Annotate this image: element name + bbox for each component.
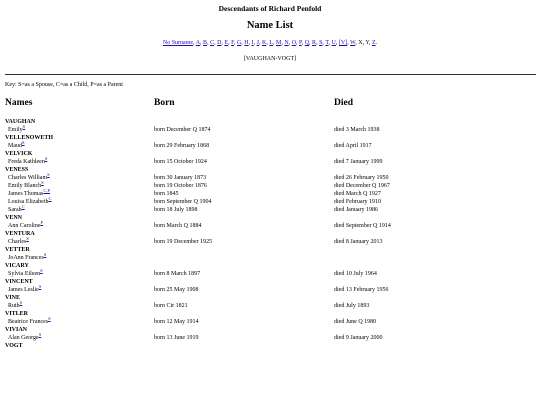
person-name [8, 318, 51, 326]
died-cell: died 13 February 1956 [334, 287, 389, 293]
name-text: James Thomas [8, 191, 44, 197]
role-link[interactable]: S [38, 284, 42, 289]
name-text: VENESS [5, 167, 29, 173]
born-cell: born 15 October 1924 [154, 159, 207, 165]
letter-link[interactable]: Z [371, 40, 376, 46]
born-cell: born 1845 [154, 191, 179, 197]
surname-label [5, 166, 28, 174]
role-link[interactable]: S [40, 268, 43, 273]
person-row [0, 158, 540, 166]
letter-link[interactable]: D [217, 40, 222, 46]
letter-link[interactable]: L [269, 40, 273, 46]
person-row [0, 318, 540, 326]
letter-link[interactable]: M [276, 40, 282, 46]
born-cell: born Cir 1821 [154, 303, 188, 309]
surname-label [5, 134, 53, 142]
column-header-names: Names [5, 98, 33, 108]
born-cell: born 29 February 1868 [154, 143, 210, 149]
surname-heading [0, 134, 540, 142]
person-name [8, 206, 25, 214]
letter-separator: , [296, 40, 300, 46]
surname-label [5, 278, 33, 286]
letter-link[interactable]: E [224, 40, 229, 46]
born-cell: born 18 July 1898 [154, 207, 198, 213]
surname-label [5, 342, 23, 350]
column-header-died: Died [334, 98, 353, 108]
died-cell: died April 1917 [334, 143, 372, 149]
name-text: VENTURA [5, 231, 35, 237]
born-cell: born 13 June 1919 [154, 335, 199, 341]
surname-label [5, 214, 22, 222]
name-text: Ruth [8, 303, 20, 309]
name-text: VITLER [5, 311, 29, 317]
name-text: Freda Kathleen [8, 159, 45, 165]
died-cell: died March Q 1927 [334, 191, 381, 197]
role-link[interactable]: S [41, 180, 44, 185]
letter-link[interactable]: K [261, 40, 267, 46]
died-cell: died July 1893 [334, 303, 370, 309]
letter-separator: , [309, 40, 313, 46]
name-text: Ann Caroline [8, 223, 41, 229]
died-cell: died 9 January 2000 [334, 335, 383, 341]
died-cell: died February 1910 [334, 199, 381, 205]
person-name [8, 238, 29, 246]
died-cell: died December Q 1967 [334, 183, 390, 189]
surname-heading [0, 246, 540, 254]
name-text: JoAnn Frances [8, 255, 44, 261]
born-cell: born 12 May 1914 [154, 319, 199, 325]
role-link[interactable]: S [22, 124, 26, 129]
person-row [0, 206, 540, 214]
person-name [8, 222, 43, 230]
name-text: Beatrice Frances [8, 319, 49, 325]
name-text: Charles William [8, 175, 48, 181]
letter-link[interactable]: T [325, 40, 329, 46]
letter-separator: , [273, 40, 276, 46]
person-row [0, 238, 540, 246]
name-text: Charles [8, 239, 27, 245]
letter-separator: , [233, 40, 237, 46]
surname-heading [0, 118, 540, 126]
person-name [8, 182, 44, 190]
person-name [8, 254, 46, 262]
person-row [0, 334, 540, 342]
person-name [8, 190, 50, 198]
role-link[interactable]: S [48, 316, 51, 321]
person-row [0, 126, 540, 134]
range-label: [VAUGHAN-VOGT] [243, 56, 297, 62]
surname-heading [0, 310, 540, 318]
name-text: VICARY [5, 263, 29, 269]
letter-index [0, 40, 540, 46]
letter-link[interactable]: A [195, 40, 201, 46]
person-name [8, 270, 43, 278]
column-header-born: Born [154, 98, 175, 108]
died-cell: died 8 January 2013 [334, 239, 383, 245]
surname-heading [0, 326, 540, 334]
letter-separator: , [362, 40, 366, 46]
surname-heading [0, 342, 540, 350]
letter-separator: , [248, 40, 252, 46]
letter-separator: , [266, 40, 270, 46]
name-text: VAUGHAN [5, 119, 36, 125]
died-cell: died 7 January 1999 [334, 159, 383, 165]
person-name [8, 302, 22, 310]
role-link[interactable]: S [26, 236, 29, 241]
letter-separator: . [375, 40, 378, 46]
person-name [8, 142, 25, 150]
born-cell: born 19 December 1925 [154, 239, 213, 245]
role-link[interactable]: C [21, 204, 25, 209]
surname-heading [0, 294, 540, 302]
role-link[interactable]: C [48, 196, 52, 201]
divider [5, 74, 536, 75]
letter-separator: , [301, 40, 305, 46]
letter-separator: , [281, 40, 285, 46]
letter-link[interactable]: P [299, 40, 302, 46]
role-link[interactable]: S [43, 252, 47, 257]
letter-link[interactable]: O [291, 40, 297, 46]
letter-separator: , [253, 40, 257, 46]
surname-heading [0, 262, 540, 270]
role-link[interactable]: C,P [43, 188, 51, 193]
letter-link[interactable]: J [256, 40, 259, 46]
letter-link: X [358, 40, 363, 46]
surname-label [5, 326, 27, 334]
person-name [8, 126, 25, 134]
letter-separator: , [288, 40, 292, 46]
role-link[interactable]: P [40, 220, 44, 225]
person-name [8, 286, 41, 294]
person-name [8, 334, 41, 342]
died-cell: died 3 March 1938 [334, 127, 380, 133]
name-text: VELVICK [5, 151, 33, 157]
name-text: Emily [8, 127, 23, 133]
role-link[interactable]: S [38, 332, 42, 337]
letter-separator: , [221, 40, 225, 46]
born-cell: born 8 March 1897 [154, 271, 201, 277]
role-link[interactable]: S [44, 156, 48, 161]
letter-link[interactable]: R [312, 40, 317, 46]
letter-link[interactable]: U [331, 40, 336, 46]
name-text: VOGT [5, 343, 23, 349]
name-text: Emily Blanch [8, 183, 42, 189]
letter-link[interactable]: I [251, 40, 254, 46]
name-text: James Leslie [8, 287, 39, 293]
died-cell: died January 1986 [334, 207, 378, 213]
letter-link[interactable]: F [231, 40, 234, 46]
name-text: VETTER [5, 247, 30, 253]
died-cell: died 26 February 1950 [334, 175, 389, 181]
name-text: Sylvia Eileen [8, 271, 41, 277]
surname-heading [0, 230, 540, 238]
role-link[interactable]: S [47, 172, 50, 177]
letter-link[interactable]: G [236, 40, 242, 46]
surname-heading [0, 150, 540, 158]
letter-link[interactable]: C [210, 40, 215, 46]
surname-label [5, 118, 35, 126]
person-row [0, 270, 540, 278]
letter-separator: , [347, 40, 351, 46]
born-cell: born March Q 1884 [154, 223, 202, 229]
surname-label [5, 262, 29, 270]
letter-link[interactable]: Q [304, 40, 310, 46]
surname-label [5, 230, 35, 238]
letter-link[interactable]: B [203, 40, 208, 46]
letter-link[interactable]: W [350, 40, 356, 46]
died-cell: died 10 July 1964 [334, 271, 377, 277]
surname-heading [0, 278, 540, 286]
name-text: VELLENOWETH [5, 135, 54, 141]
letter-separator: , [258, 40, 262, 46]
surname-label [5, 310, 28, 318]
died-cell: died June Q 1980 [334, 319, 377, 325]
surname-label [5, 246, 30, 254]
born-cell: born December Q 1874 [154, 127, 211, 133]
born-cell: born 25 May 1908 [154, 287, 199, 293]
letter-separator: , [228, 40, 232, 46]
person-row [0, 302, 540, 310]
name-list [0, 118, 540, 350]
letter-link[interactable]: H [244, 40, 249, 46]
page-subtitle: Name List [246, 20, 294, 31]
person-name [8, 198, 52, 206]
person-name [8, 158, 47, 166]
letter-separator: , [214, 40, 218, 46]
letter-link: Y [365, 40, 369, 46]
person-row [0, 190, 540, 198]
born-cell: born 30 January 1873 [154, 175, 207, 181]
name-text: VIVIAN [5, 327, 28, 333]
person-row [0, 142, 540, 150]
letter-link[interactable]: [V] [338, 40, 348, 46]
born-cell: born September Q 1904 [154, 199, 212, 205]
born-cell: born 19 October 1876 [154, 183, 207, 189]
letter-separator: , [193, 40, 196, 46]
key-legend: Key: S=as a Spouse, C=as a Child, P=as a Parent [5, 82, 123, 88]
letter-separator: , [328, 40, 332, 46]
name-text: VENN [5, 215, 23, 221]
letter-separator: , [335, 40, 339, 46]
person-row [0, 174, 540, 182]
letter-separator: , [207, 40, 211, 46]
person-row [0, 254, 540, 262]
letter-separator: , [322, 40, 326, 46]
letter-separator: , [200, 40, 204, 46]
name-text: Alan George [8, 335, 39, 341]
surname-heading [0, 166, 540, 174]
name-text: Sarah [8, 207, 22, 213]
letter-link[interactable]: N [284, 40, 289, 46]
role-link[interactable]: S [22, 140, 25, 145]
surname-label [5, 294, 20, 302]
name-text: VINE [5, 295, 21, 301]
name-text: Louisa Elizabeth [8, 199, 49, 205]
letter-separator: , [368, 40, 372, 46]
surname-heading [0, 214, 540, 222]
person-row [0, 198, 540, 206]
person-row [0, 182, 540, 190]
letter-link[interactable]: S [319, 40, 323, 46]
name-text: Maud [8, 143, 22, 149]
letter-separator: , [241, 40, 245, 46]
name-text: VINCENT [5, 279, 33, 285]
role-link[interactable]: S [19, 300, 23, 305]
letter-link[interactable]: No Surname [162, 40, 194, 46]
person-row [0, 286, 540, 294]
letter-separator: , [355, 40, 359, 46]
letter-separator: , [316, 40, 320, 46]
surname-label [5, 150, 32, 158]
person-row [0, 222, 540, 230]
page-title: Descendants of Richard Penfold [218, 4, 322, 13]
died-cell: died September Q 1914 [334, 223, 391, 229]
